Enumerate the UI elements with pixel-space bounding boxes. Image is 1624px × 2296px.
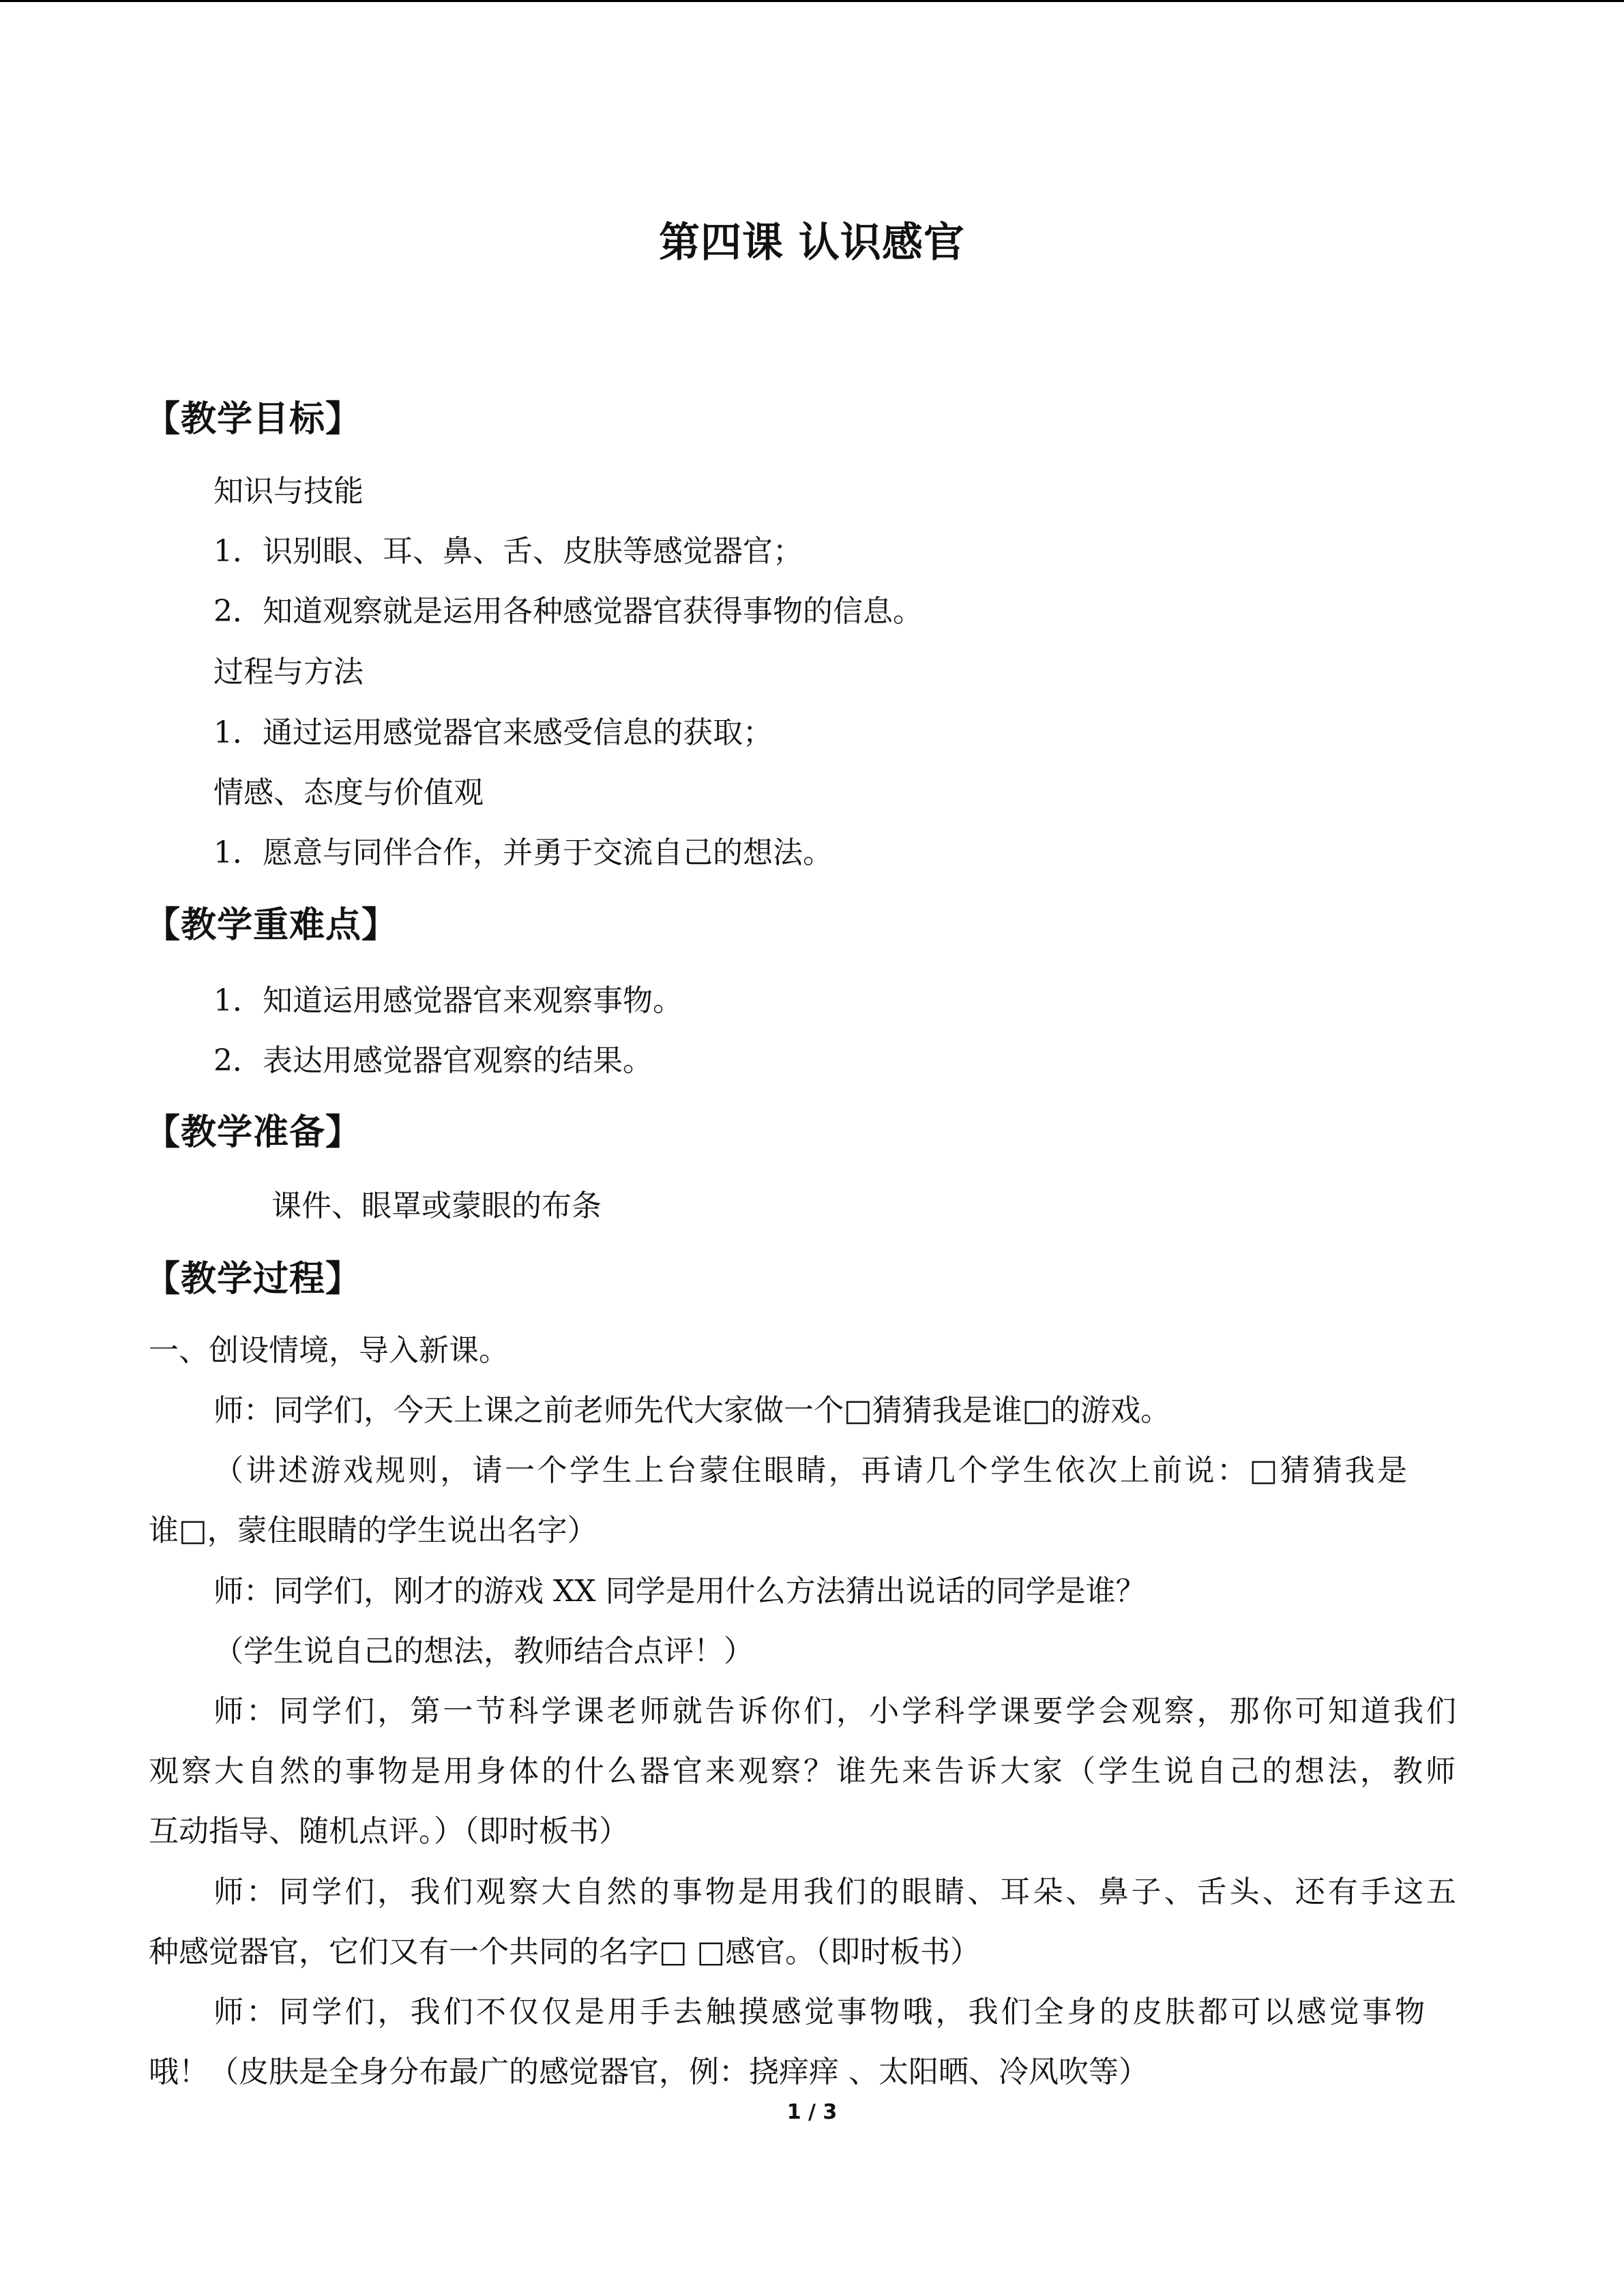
goals-line: 过程与方法: [213, 655, 364, 689]
goals-line: 2．知道观察就是运用各种感觉器官获得事物的信息。: [213, 594, 923, 629]
goals-line: 1．愿意与同伴合作，并勇于交流自己的想法。: [213, 835, 833, 870]
section-heading-key-points: 【教学重难点】: [145, 905, 398, 946]
section-heading-preparation: 【教学准备】: [145, 1112, 362, 1153]
preparation-line: 课件、眼罩或蒙眼的布条: [271, 1189, 602, 1223]
process-line: 互动指导、随机点评。）（即时板书）: [149, 1814, 629, 1849]
goals-line: 1．通过运用感觉器官来感受信息的获取；: [213, 715, 773, 750]
process-line: （讲述游戏规则，请一个学生上台蒙住眼睛，再请几个学生依次上前说：□猜猜我是: [213, 1453, 1407, 1488]
document-title: 第四课 认识感官: [659, 219, 965, 267]
process-line: （学生说自己的想法，教师结合点评！）: [213, 1634, 754, 1669]
section-heading-goals: 【教学目标】: [145, 399, 362, 440]
key-points-line: 2．表达用感觉器官观察的结果。: [213, 1043, 653, 1078]
process-line: 一、创设情境，导入新课。: [149, 1333, 509, 1368]
goals-line: 情感、态度与价值观: [213, 775, 484, 810]
process-line: 师：同学们，第一节科学课老师就告诉你们，小学科学课要学会观察，那你可知道我们: [213, 1694, 1456, 1729]
process-line: 观察大自然的事物是用身体的什么器官来观察？谁先来告诉大家（学生说自己的想法，教师: [149, 1754, 1456, 1789]
goals-line: 1．识别眼、耳、鼻、舌、皮肤等感觉器官；: [213, 534, 803, 569]
process-line: 种感觉器官，它们又有一个共同的名字□ □感官。（即时板书）: [149, 1935, 981, 1969]
process-line: 师：同学们，今天上课之前老师先代大家做一个□猜猜我是谁□的游戏。: [213, 1393, 1171, 1428]
process-line: 哦！（皮肤是全身分布最广的感觉器官，例：挠痒痒 、太阳晒、冷风吹等）: [149, 2055, 1149, 2089]
process-line: 师：同学们，我们观察大自然的事物是用我们的眼睛、耳朵、鼻子、舌头、还有手这五: [213, 1875, 1456, 1909]
process-line: 师：同学们，刚才的游戏 XX 同学是用什么方法猜出说话的同学是谁？: [213, 1574, 1146, 1609]
process-line: 谁□，蒙住眼睛的学生说出名字）: [149, 1513, 597, 1548]
goals-line: 知识与技能: [213, 474, 364, 509]
key-points-line: 1．知道运用感觉器官来观察事物。: [213, 983, 683, 1018]
section-heading-process: 【教学过程】: [145, 1259, 362, 1300]
page-number: 1 / 3: [786, 2100, 838, 2124]
process-line: 师：同学们，我们不仅仅是用手去触摸感觉事物哦，我们全身的皮肤都可以感觉事物: [213, 1995, 1425, 2029]
